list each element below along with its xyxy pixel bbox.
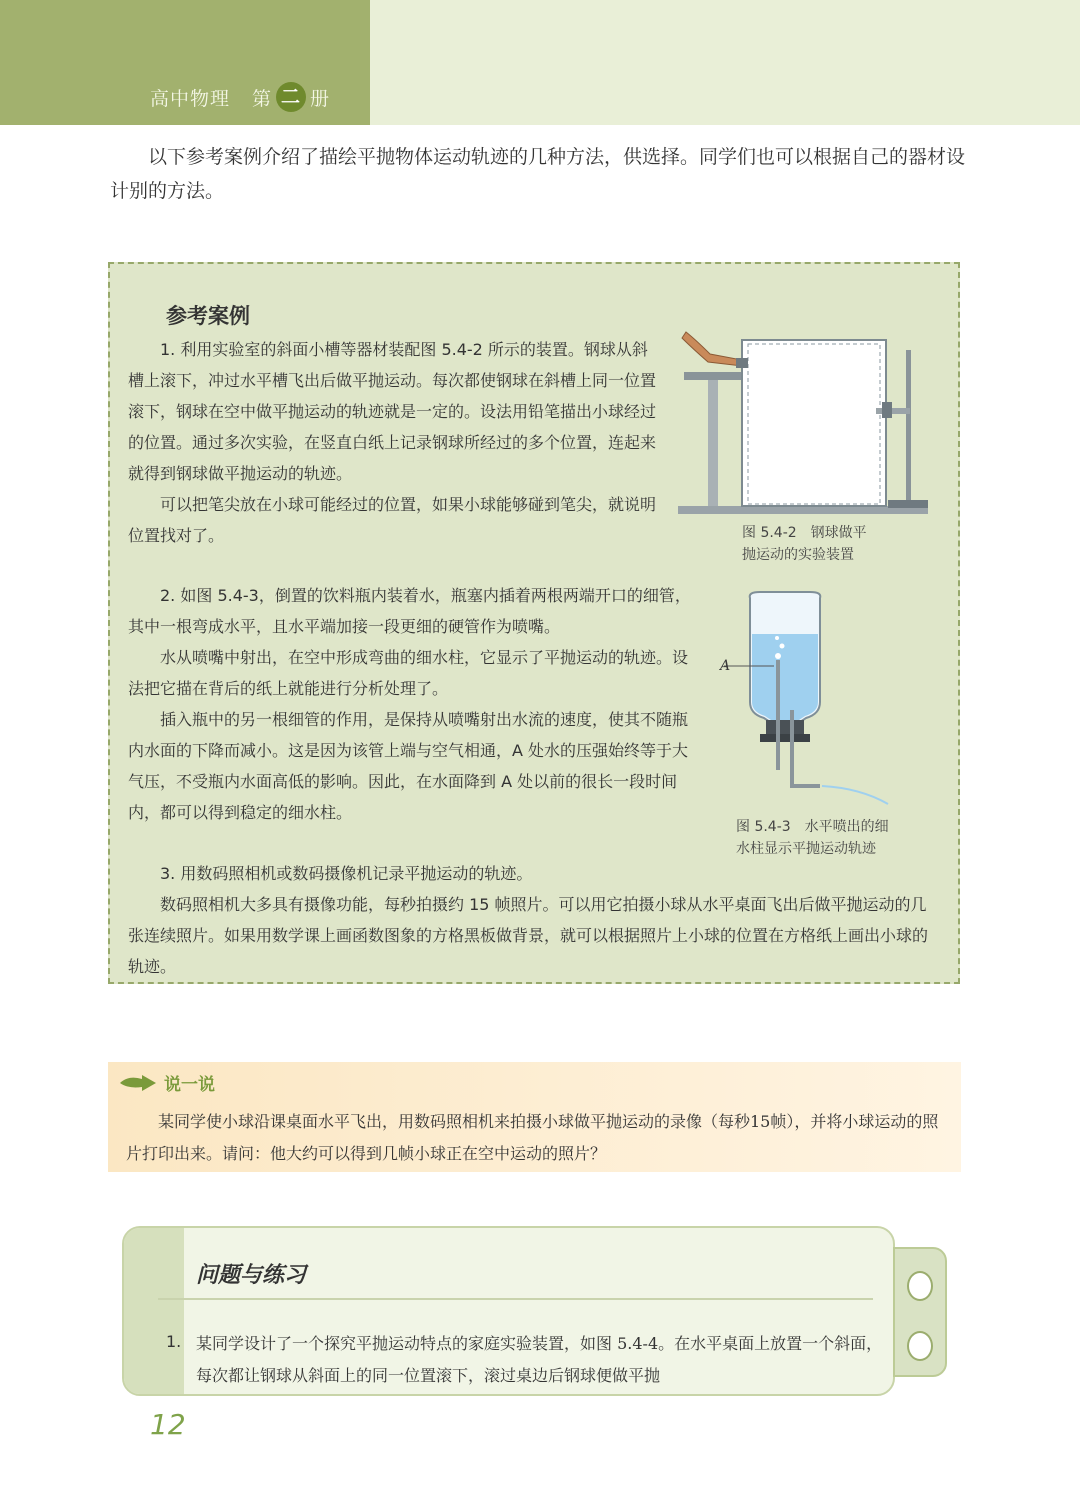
discussion-text-block [126, 1106, 946, 1170]
figure-5-4-3-caption [736, 816, 889, 860]
case-text-block-2 [128, 580, 700, 828]
volume-suffix: 册 [310, 87, 331, 110]
case-text-block-3 [128, 858, 938, 982]
case-paragraph-2: 可以把笔尖放在小球可能经过的位置，如果小球能够碰到笔尖，就说明位置找对了。 [128, 495, 657, 545]
exercise-1 [196, 1328, 886, 1392]
figure-5-4-3-caption-line-1: 图 5.4-3 水平喷出的细 [736, 819, 889, 835]
binder-ring-icon [907, 1331, 933, 1361]
case-paragraph-4: 水从喷嘴中射出，在空中形成弯曲的细水柱，它显示了平抛运动的轨迹。设法把它描在背后的纸上就能进行分析处理了。 [128, 648, 689, 698]
volume-badge: 二 [276, 82, 306, 112]
case-paragraph-7: 数码照相机大多具有摄像功能，每秒拍摄约 15 帧照片。可以用它拍摄小球从水平桌面飞出后做平抛运动的几张连续照片。如果用数学课上画函数图象的方格黑板做背景，就可以根据照片上小球的位置在方格纸上画出小球的轨迹。 [128, 895, 929, 976]
discussion-text: 某同学使小球沿课桌面水平飞出，用数码照相机来拍摄小球做平抛运动的录像（每秒15帧），并将小球运动的照片打印出来。请问：他大约可以得到几帧小球正在空中运动的照片？ [126, 1112, 939, 1163]
intro-text: 以下参考案例介绍了描绘平抛物体运动轨迹的几种方法，供选择。同学们也可以根据自己的器材设计别的方法。 [110, 146, 966, 202]
binder-ring-icon [907, 1271, 933, 1301]
header-background [370, 0, 1080, 125]
arrow-icon [118, 1073, 158, 1093]
label-a: A [720, 658, 731, 674]
figure-bottle-apparatus [710, 590, 910, 820]
book-name: 高中物理 [150, 87, 231, 110]
book-title [150, 82, 330, 112]
binder-tab [893, 1247, 947, 1377]
exercise-1-text: 某同学设计了一个探究平抛运动特点的家庭实验装置，如图 5.4-4。在水平桌面上放置一个斜面，每次都让钢球从斜面上的同一位置滚下，滚过桌边后钢球便做平抛 [196, 1334, 883, 1385]
discussion-box [108, 1062, 961, 1172]
exercises-title: 问题与练习 [196, 1262, 307, 1288]
case-paragraph-3: 2. 如图 5.4-3，倒置的饮料瓶内装着水，瓶塞内插着两根两端开口的细管，其中一根弯成水平，且水平端加接一段更细的硬管作为喷嘴。 [128, 586, 691, 636]
figure-5-4-3-caption-line-2: 水柱显示平抛运动轨迹 [736, 841, 876, 857]
intro-paragraph [110, 140, 965, 208]
case-paragraph-5: 插入瓶中的另一根细管的作用，是保持从喷嘴射出水流的速度，使其不随瓶内水面的下降而减小。这是因为该管上端与空气相通，A 处水的压强始终等于大气压，不受瓶内水面高低的影响。因此，在水面降到 A 处以前的很长一段时间内，都可以得到稳定的细水柱。 [128, 710, 689, 822]
figure-5-4-2-caption [742, 522, 867, 566]
volume-prefix: 第 [252, 87, 273, 110]
case-paragraph-1: 1. 利用实验室的斜面小槽等器材装配图 5.4-2 所示的装置。钢球从斜槽上滚下，冲过水平槽飞出后做平抛运动。每次都使钢球在斜槽上同一位置滚下，钢球在空中做平抛运动的轨迹就是一定的。设法用铅笔描出小球经过的位置。通过多次实验，在竖直白纸上记录钢球所经过的多个位置，连起来就得到钢球做平抛运动的轨迹。 [128, 340, 657, 483]
figure-incline-apparatus [676, 320, 946, 520]
exercises-divider [158, 1298, 873, 1300]
discussion-title [118, 1070, 215, 1095]
case-heading: 参考案例 [166, 304, 250, 328]
reference-case-box [108, 262, 960, 984]
case-text-block-1 [128, 334, 656, 551]
discussion-title-text: 说一说 [164, 1075, 215, 1095]
figure-5-4-2-caption-line-1: 图 5.4-2 钢球做平 [742, 525, 867, 541]
exercise-1-number: 1. [166, 1332, 182, 1351]
case-paragraph-6: 3. 用数码照相机或数码摄像机记录平抛运动的轨迹。 [160, 864, 533, 883]
page-number: 12 [150, 1408, 186, 1441]
exercises-box [122, 1226, 895, 1396]
exercises-side-strip [124, 1228, 184, 1394]
figure-5-4-2-caption-line-2: 抛运动的实验装置 [742, 547, 854, 563]
